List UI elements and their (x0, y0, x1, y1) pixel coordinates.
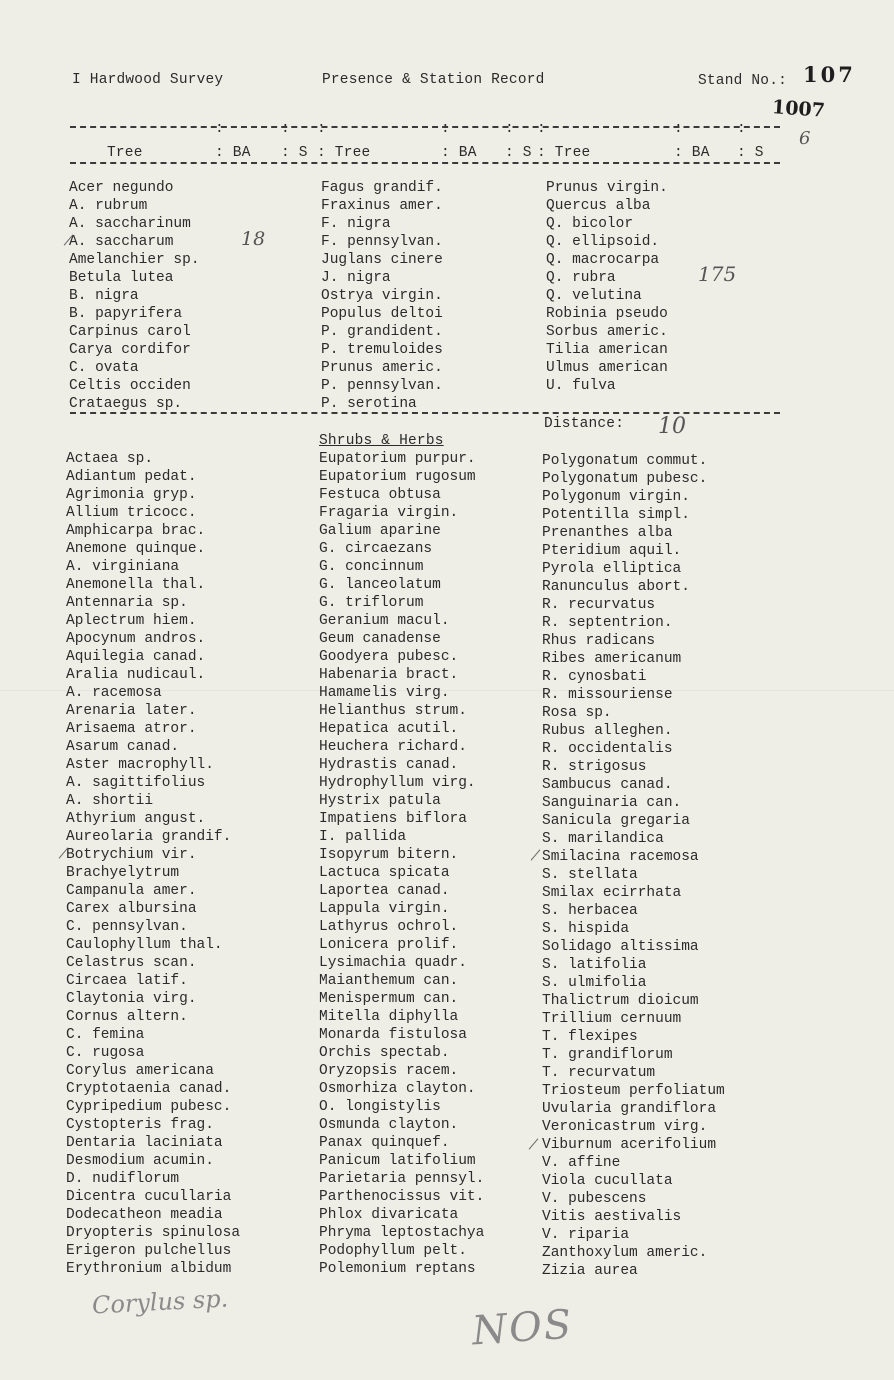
herb-species-entry: G. triflorum (319, 595, 424, 611)
tree-species-entry: Ostrya virgin. (321, 288, 443, 304)
herb-species-entry: Rubus alleghen. (542, 723, 673, 739)
tree-species-entry: Quercus alba (546, 198, 651, 214)
herb-species-entry: Eupatorium rugosum (319, 469, 476, 485)
herb-list-column-3 (542, 452, 725, 1280)
colon-marks: : (505, 121, 514, 137)
herb-species-entry: R. cynosbati (542, 669, 647, 685)
herb-species-entry: A. shortii (66, 793, 154, 809)
column-header-ba-2: : BA (441, 145, 477, 161)
herb-species-entry: Impatiens biflora (319, 811, 467, 827)
record-title: Presence & Station Record (322, 72, 545, 88)
tree-species-entry: Prunus virgin. (546, 180, 668, 196)
tree-species-entry: Ulmus american (546, 360, 668, 376)
herb-species-entry: Ribes americanum (542, 651, 682, 667)
herb-species-entry: C. rugosa (66, 1045, 145, 1061)
herb-species-entry: Phlox divaricata (319, 1207, 459, 1223)
herb-species-entry: Polygonum virgin. (542, 489, 690, 505)
herb-species-entry: Fragaria virgin. (319, 505, 459, 521)
column-header-tree-2: : Tree (317, 145, 371, 161)
tree-species-entry: J. nigra (321, 270, 391, 286)
herb-species-entry: A. sagittifolius (66, 775, 206, 791)
column-header-s-2: : S (505, 145, 532, 161)
tree-species-entry: Populus deltoi (321, 306, 443, 322)
herb-species-entry: Athyrium angust. (66, 811, 206, 827)
herb-species-entry: Osmunda clayton. (319, 1117, 459, 1133)
column-header-ba-1: : BA (215, 145, 251, 161)
tree-species-entry: Tilia american (546, 342, 668, 358)
herb-species-entry: Sanguinaria can. (542, 795, 682, 811)
herb-list-column-2 (319, 450, 484, 1278)
herb-species-entry: Veronicastrum virg. (542, 1119, 708, 1135)
tree-species-entry: Q. ellipsoid. (546, 234, 660, 250)
column-header-tree-1: Tree (107, 145, 143, 161)
tree-species-entry: P. serotina (321, 396, 417, 412)
herb-species-entry: Viburnum acerifolium (542, 1137, 717, 1153)
herb-species-entry: R. septentrion. (542, 615, 673, 631)
distance-label: Distance: (544, 416, 625, 432)
herb-species-entry: Cypripedium pubesc. (66, 1099, 232, 1115)
herb-species-entry: Sambucus canad. (542, 777, 673, 793)
herb-species-entry: Festuca obtusa (319, 487, 441, 503)
herb-species-entry: Orchis spectab. (319, 1045, 450, 1061)
herb-species-entry: Menispermum can. (319, 991, 459, 1007)
tree-species-entry: Q. velutina (546, 288, 642, 304)
herb-species-entry: Polemonium reptans (319, 1261, 476, 1277)
herb-species-entry: Asarum canad. (66, 739, 180, 755)
herb-species-entry: Phryma leptostachya (319, 1225, 485, 1241)
herb-species-entry: Aplectrum hiem. (66, 613, 197, 629)
colon-marks: : (317, 121, 326, 137)
shrubs-herbs-heading: Shrubs & Herbs (319, 433, 444, 449)
pencil-check-mark (531, 849, 541, 860)
column-header-s-1: : S (281, 145, 308, 161)
herb-species-entry: Eupatorium purpur. (319, 451, 476, 467)
herb-species-entry: Hydrophyllum virg. (319, 775, 476, 791)
colon-marks: : (537, 121, 546, 137)
herb-species-entry: Cystopteris frag. (66, 1117, 214, 1133)
herb-species-entry: Desmodium acumin. (66, 1153, 214, 1169)
herb-species-entry: Monarda fistulosa (319, 1027, 467, 1043)
herb-species-entry: O. longistylis (319, 1099, 441, 1115)
herb-species-entry: Botrychium vir. (66, 847, 197, 863)
herb-species-entry: Hamamelis virg. (319, 685, 450, 701)
colon-marks: : (674, 121, 683, 137)
herb-species-entry: Podophyllum pelt. (319, 1243, 467, 1259)
herb-species-entry: V. riparia (542, 1227, 630, 1243)
herb-species-entry: Sanicula gregaria (542, 813, 690, 829)
column-header-tree-3: : Tree (537, 145, 591, 161)
herb-species-entry: Actaea sp. (66, 451, 154, 467)
herb-species-entry: Brachyelytrum (66, 865, 180, 881)
colon-marks: : (737, 121, 746, 137)
tree-species-entry: P. grandident. (321, 324, 443, 340)
tree-species-entry: A. saccharinum (69, 216, 191, 232)
tree-species-entry: A. rubrum (69, 198, 148, 214)
herb-species-entry: T. recurvatum (542, 1065, 656, 1081)
herb-species-entry: R. missouriense (542, 687, 673, 703)
herb-species-entry: Goodyera pubesc. (319, 649, 459, 665)
herb-species-entry: Pteridium aquil. (542, 543, 682, 559)
herb-species-entry: Hydrastis canad. (319, 757, 459, 773)
herb-species-entry: Corylus americana (66, 1063, 214, 1079)
tree-list-column-2 (321, 179, 443, 413)
tree-species-entry: Prunus americ. (321, 360, 443, 376)
herb-species-entry: Geum canadense (319, 631, 441, 647)
herb-species-entry: Adiantum pedat. (66, 469, 197, 485)
herb-species-entry: Dodecatheon meadia (66, 1207, 223, 1223)
tree-species-entry: Fraxinus amer. (321, 198, 443, 214)
herb-species-entry: Aralia nudicaul. (66, 667, 206, 683)
herb-species-entry: Thalictrum dioicum (542, 993, 699, 1009)
herb-species-entry: Carex albursina (66, 901, 197, 917)
ba-note-rubra: 175 (698, 262, 737, 286)
herb-species-entry: Ranunculus abort. (542, 579, 690, 595)
herb-species-entry: S. stellata (542, 867, 638, 883)
herb-species-entry: S. marilandica (542, 831, 664, 847)
herb-species-entry: Anemonella thal. (66, 577, 206, 593)
tree-species-entry: Fagus grandif. (321, 180, 443, 196)
footer-note-corylus: Corylus sp. (91, 1284, 229, 1320)
herb-species-entry: Isopyrum bitern. (319, 847, 459, 863)
tree-species-entry: Crataegus sp. (69, 396, 183, 412)
tree-species-entry: C. ovata (69, 360, 139, 376)
colon-marks: : (441, 121, 450, 137)
herb-species-entry: Caulophyllum thal. (66, 937, 223, 953)
herb-species-entry: Erigeron pulchellus (66, 1243, 232, 1259)
herb-species-entry: Polygonatum pubesc. (542, 471, 708, 487)
herb-species-entry: Habenaria bract. (319, 667, 459, 683)
tree-species-entry: Q. bicolor (546, 216, 634, 232)
herb-species-entry: Rhus radicans (542, 633, 656, 649)
herb-species-entry: Uvularia grandiflora (542, 1101, 717, 1117)
tree-species-entry: Q. macrocarpa (546, 252, 660, 268)
herb-species-entry: Parietaria pennsyl. (319, 1171, 485, 1187)
herb-species-entry: V. affine (542, 1155, 621, 1171)
herb-species-entry: Campanula amer. (66, 883, 197, 899)
herb-species-entry: Aquilegia canad. (66, 649, 206, 665)
tree-species-entry: P. tremuloides (321, 342, 443, 358)
herb-species-entry: Oryzopsis racem. (319, 1063, 459, 1079)
tree-species-entry: Betula lutea (69, 270, 174, 286)
herb-species-entry: Zanthoxylum americ. (542, 1245, 708, 1261)
herb-species-entry: Pyrola elliptica (542, 561, 682, 577)
herb-species-entry: Dryopteris spinulosa (66, 1225, 241, 1241)
herb-species-entry: Dentaria laciniata (66, 1135, 223, 1151)
herb-species-entry: Rosa sp. (542, 705, 612, 721)
tree-species-entry: Q. rubra (546, 270, 616, 286)
herb-list-column-1 (66, 450, 240, 1278)
tree-species-entry: U. fulva (546, 378, 616, 394)
herb-species-entry: Galium aparine (319, 523, 441, 539)
herb-species-entry: A. racemosa (66, 685, 162, 701)
herb-species-entry: R. occidentalis (542, 741, 673, 757)
tree-species-entry: Amelanchier sp. (69, 252, 200, 268)
stand-number-handwritten: 1007 (771, 96, 826, 122)
herb-species-entry: G. concinnum (319, 559, 424, 575)
tree-species-entry: A. saccharum (69, 234, 174, 250)
tree-species-entry: Juglans cinere (321, 252, 443, 268)
herb-species-entry: S. herbacea (542, 903, 638, 919)
herb-species-entry: Zizia aurea (542, 1263, 638, 1279)
herb-species-entry: Apocynum andros. (66, 631, 206, 647)
tree-species-entry: F. pennsylvan. (321, 234, 443, 250)
herb-species-entry: Panax quinquef. (319, 1135, 450, 1151)
tree-species-entry: F. nigra (321, 216, 391, 232)
tree-species-entry: Robinia pseudo (546, 306, 668, 322)
herb-species-entry: A. virginiana (66, 559, 180, 575)
tree-species-entry: B. nigra (69, 288, 139, 304)
herb-species-entry: S. ulmifolia (542, 975, 647, 991)
herb-species-entry: Maianthemum can. (319, 973, 459, 989)
herb-species-entry: Celastrus scan. (66, 955, 197, 971)
tree-species-entry: Carpinus carol (69, 324, 191, 340)
herb-species-entry: Mitella diphylla (319, 1009, 459, 1025)
herb-species-entry: Allium tricocc. (66, 505, 197, 521)
herb-species-entry: Dicentra cucullaria (66, 1189, 232, 1205)
herb-species-entry: D. nudiflorum (66, 1171, 180, 1187)
herb-species-entry: C. pennsylvan. (66, 919, 188, 935)
tree-species-entry: P. pennsylvan. (321, 378, 443, 394)
tree-species-entry: Sorbus americ. (546, 324, 668, 340)
herb-species-entry: Amphicarpa brac. (66, 523, 206, 539)
herb-species-entry: Panicum latifolium (319, 1153, 476, 1169)
header-rule-bottom (70, 162, 780, 164)
herb-species-entry: Antennaria sp. (66, 595, 188, 611)
herb-species-entry: Polygonatum commut. (542, 453, 708, 469)
herb-species-entry: Agrimonia gryp. (66, 487, 197, 503)
herb-species-entry: Lonicera prolif. (319, 937, 459, 953)
herb-species-entry: Aureolaria grandif. (66, 829, 232, 845)
survey-title: I Hardwood Survey (72, 72, 224, 88)
herb-species-entry: Trillium cernuum (542, 1011, 682, 1027)
herb-species-entry: Viola cucullata (542, 1173, 673, 1189)
herb-species-entry: Cornus altern. (66, 1009, 188, 1025)
herb-species-entry: Claytonia virg. (66, 991, 197, 1007)
herb-species-entry: G. lanceolatum (319, 577, 441, 593)
herb-species-entry: V. pubescens (542, 1191, 647, 1207)
column-header-s-3: : S (737, 145, 764, 161)
herb-species-entry: Arenaria later. (66, 703, 197, 719)
colon-marks: : (281, 121, 290, 137)
column-header-ba-3: : BA (674, 145, 710, 161)
herb-species-entry: Lactuca spicata (319, 865, 450, 881)
footer-note-nos: NOS (470, 1301, 575, 1355)
herb-species-entry: Laportea canad. (319, 883, 450, 899)
herb-species-entry: Potentilla simpl. (542, 507, 690, 523)
herb-species-entry: Erythronium albidum (66, 1261, 232, 1277)
herb-species-entry: R. recurvatus (542, 597, 656, 613)
herb-species-entry: Lysimachia quadr. (319, 955, 467, 971)
herb-species-entry: Vitis aestivalis (542, 1209, 682, 1225)
herb-species-entry: Hepatica acutil. (319, 721, 459, 737)
pencil-check-mark (529, 1138, 539, 1149)
herb-species-entry: Solidago altissima (542, 939, 699, 955)
herb-species-entry: I. pallida (319, 829, 407, 845)
herb-species-entry: Parthenocissus vit. (319, 1189, 485, 1205)
herb-species-entry: Lathyrus ochrol. (319, 919, 459, 935)
herb-species-entry: Anemone quinque. (66, 541, 206, 557)
herb-species-entry: Triosteum perfoliatum (542, 1083, 725, 1099)
herb-species-entry: R. strigosus (542, 759, 647, 775)
stand-number-label: Stand No.: (698, 73, 788, 89)
tree-list-column-1 (69, 179, 200, 413)
herb-species-entry: Arisaema atror. (66, 721, 197, 737)
herb-species-entry: S. hispida (542, 921, 630, 937)
herb-species-entry: T. flexipes (542, 1029, 638, 1045)
tree-species-entry: Acer negundo (69, 180, 174, 196)
herb-species-entry: S. latifolia (542, 957, 647, 973)
herb-species-entry: Smilax ecirrhata (542, 885, 682, 901)
herb-species-entry: Heuchera richard. (319, 739, 467, 755)
herb-species-entry: T. grandiflorum (542, 1047, 673, 1063)
herb-species-entry: Hystrix patula (319, 793, 441, 809)
herb-species-entry: Prenanthes alba (542, 525, 673, 541)
tree-species-entry: B. papyrifera (69, 306, 183, 322)
herb-species-entry: Geranium macul. (319, 613, 450, 629)
tree-species-entry: Celtis occiden (69, 378, 191, 394)
ba-note-saccharum: 18 (241, 228, 266, 250)
herb-species-entry: Smilacina racemosa (542, 849, 699, 865)
herb-species-entry: G. circaezans (319, 541, 433, 557)
herb-species-entry: Cryptotaenia canad. (66, 1081, 232, 1097)
herb-species-entry: C. femina (66, 1027, 145, 1043)
tree-list-column-3 (546, 179, 668, 395)
colon-marks: : (215, 121, 224, 137)
herb-species-entry: Helianthus strum. (319, 703, 467, 719)
distance-value: 10 (658, 414, 686, 439)
herb-species-entry: Aster macrophyll. (66, 757, 214, 773)
herb-species-entry: Osmorhiza clayton. (319, 1081, 476, 1097)
herb-species-entry: Circaea latif. (66, 973, 188, 989)
stand-number-typed: 107 (803, 62, 856, 87)
herb-species-entry: Lappula virgin. (319, 901, 450, 917)
tree-species-entry: Carya cordifor (69, 342, 191, 358)
corner-note: 6 (799, 128, 811, 149)
